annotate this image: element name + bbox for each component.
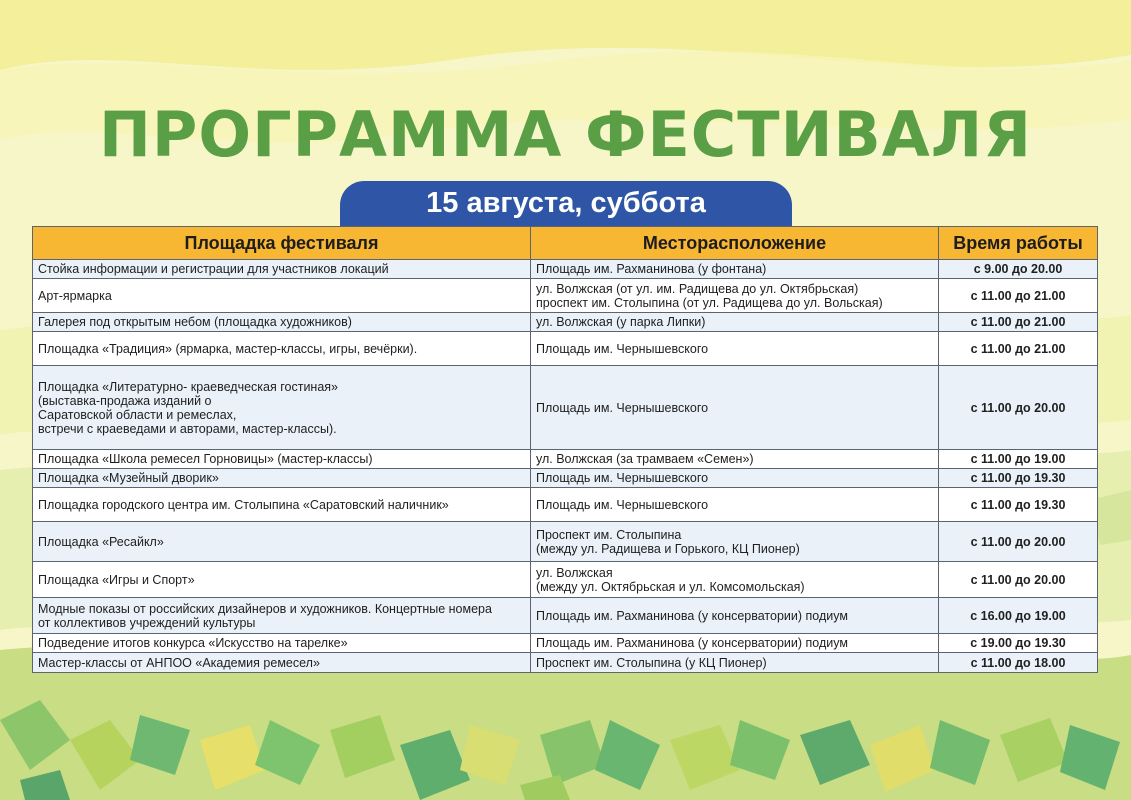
cell-location xyxy=(531,469,939,488)
cell-venue xyxy=(33,598,531,634)
cell-time: с 11.00 до 21.00 xyxy=(939,332,1098,366)
cell-time: с 11.00 до 20.00 xyxy=(939,522,1098,562)
table-row xyxy=(33,279,1098,313)
cell-venue-line: Площадка «Традиция» (ярмарка, мастер-классы, игры, вечёрки). xyxy=(38,341,418,356)
table-row xyxy=(33,313,1098,332)
cell-location xyxy=(531,653,939,673)
cell-location-line: проспект им. Столыпина (от ул. Радищева до ул. Вольская) xyxy=(536,295,883,310)
table-row xyxy=(33,488,1098,522)
cell-location-line: Площадь им. Рахманинова (у фонтана) xyxy=(536,262,767,276)
cell-location-line: Площадь им. Чернышевского xyxy=(536,341,709,356)
cell-venue-line: Площадка «Литературно- краеведческая гостиная» xyxy=(38,379,339,394)
date-label: 15 августа, суббота xyxy=(426,187,706,219)
cell-location xyxy=(531,313,939,332)
cell-time: с 11.00 до 19.30 xyxy=(939,488,1098,522)
cell-location-line: ул. Волжская xyxy=(536,565,613,580)
cell-venue-line: Модные показы от российских дизайнеров и художников. Концертные номера xyxy=(38,601,492,616)
date-tab xyxy=(340,181,792,227)
page-title: ПРОГРАММА ФЕСТИВАЛЯ xyxy=(99,98,1032,171)
cell-venue-line: Галерея под открытым небом (площадка художников) xyxy=(38,315,352,329)
header-time: Время работы xyxy=(939,227,1098,260)
cell-location xyxy=(531,450,939,469)
cell-time: с 19.00 до 19.30 xyxy=(939,634,1098,653)
cell-venue-line: от коллективов учреждений культуры xyxy=(38,615,256,630)
cell-venue xyxy=(33,366,531,450)
cell-venue-line: Площадка городского центра им. Столыпина «Саратовский наличник» xyxy=(38,497,449,512)
cell-time: с 11.00 до 21.00 xyxy=(939,279,1098,313)
cell-venue-line: встречи с краеведами и авторами, мастер-классы). xyxy=(38,421,337,436)
header-venue: Площадка фестиваля xyxy=(33,227,531,260)
cell-location-line: Площадь им. Чернышевского xyxy=(536,400,709,415)
cell-venue xyxy=(33,450,531,469)
cell-venue xyxy=(33,634,531,653)
cell-location-line: (между ул. Радищева и Горького, КЦ Пионер) xyxy=(536,541,800,556)
cell-venue xyxy=(33,279,531,313)
cell-location-line: ул. Волжская (у парка Липки) xyxy=(536,315,706,329)
cell-venue xyxy=(33,562,531,598)
cell-venue xyxy=(33,653,531,673)
cell-venue-line: Подведение итогов конкурса «Искусство на тарелке» xyxy=(38,636,348,650)
cell-venue xyxy=(33,522,531,562)
cell-time: с 11.00 до 20.00 xyxy=(939,366,1098,450)
cell-location-line: Площадь им. Чернышевского xyxy=(536,497,709,512)
cell-venue xyxy=(33,260,531,279)
cell-venue-line: (выставка-продажа изданий о xyxy=(38,393,212,408)
cell-venue xyxy=(33,313,531,332)
table-row xyxy=(33,653,1098,673)
cell-venue-line: Арт-ярмарка xyxy=(38,288,112,303)
cell-location-line: Площадь им. Чернышевского xyxy=(536,471,709,485)
cell-location xyxy=(531,522,939,562)
cell-location-line: Проспект им. Столыпина xyxy=(536,527,682,542)
cell-time: с 11.00 до 20.00 xyxy=(939,562,1098,598)
cell-location xyxy=(531,598,939,634)
cell-time: с 16.00 до 19.00 xyxy=(939,598,1098,634)
table-row xyxy=(33,598,1098,634)
cell-time: с 11.00 до 19.30 xyxy=(939,469,1098,488)
cell-venue-line: Стойка информации и регистрации для участников локаций xyxy=(38,262,389,276)
table-row xyxy=(33,260,1098,279)
cell-venue-line: Саратовской области и ремеслах, xyxy=(38,407,237,422)
cell-location xyxy=(531,279,939,313)
cell-time: с 11.00 до 19.00 xyxy=(939,450,1098,469)
cell-location-line: (между ул. Октябрьская и ул. Комсомольская) xyxy=(536,579,805,594)
cell-location xyxy=(531,562,939,598)
cell-venue-line: Площадка «Ресайкл» xyxy=(38,534,164,549)
header-location: Месторасположение xyxy=(531,227,939,260)
cell-location-line: Площадь им. Рахманинова (у консерватории) подиум xyxy=(536,636,848,650)
table-header-row xyxy=(33,227,1098,260)
cell-location xyxy=(531,488,939,522)
table-row xyxy=(33,450,1098,469)
cell-location xyxy=(531,366,939,450)
table-row xyxy=(33,562,1098,598)
cell-location xyxy=(531,634,939,653)
cell-time: с 11.00 до 18.00 xyxy=(939,653,1098,673)
cell-venue-line: Площадка «Музейный дворик» xyxy=(38,471,219,485)
schedule-table xyxy=(32,226,1098,673)
table-row xyxy=(33,332,1098,366)
cell-location-line: Площадь им. Рахманинова (у консерватории) подиум xyxy=(536,608,848,623)
cell-venue-line: Площадка «Игры и Спорт» xyxy=(38,572,195,587)
cell-location-line: ул. Волжская (за трамваем «Семен») xyxy=(536,452,754,466)
table-row xyxy=(33,469,1098,488)
cell-venue xyxy=(33,469,531,488)
cell-location-line: ул. Волжская (от ул. им. Радищева до ул. Октябрьская) xyxy=(536,281,859,296)
cell-venue xyxy=(33,488,531,522)
cell-location xyxy=(531,332,939,366)
table-row xyxy=(33,522,1098,562)
cell-venue xyxy=(33,332,531,366)
cell-venue-line: Площадка «Школа ремесел Горновицы» (мастер-классы) xyxy=(38,452,373,466)
cell-time: с 9.00 до 20.00 xyxy=(939,260,1098,279)
table-row xyxy=(33,634,1098,653)
cell-location-line: Проспект им. Столыпина (у КЦ Пионер) xyxy=(536,655,767,670)
cell-location xyxy=(531,260,939,279)
cell-venue-line: Мастер-классы от АНПОО «Академия ремесел» xyxy=(38,655,320,670)
cell-time: с 11.00 до 21.00 xyxy=(939,313,1098,332)
table-row xyxy=(33,366,1098,450)
